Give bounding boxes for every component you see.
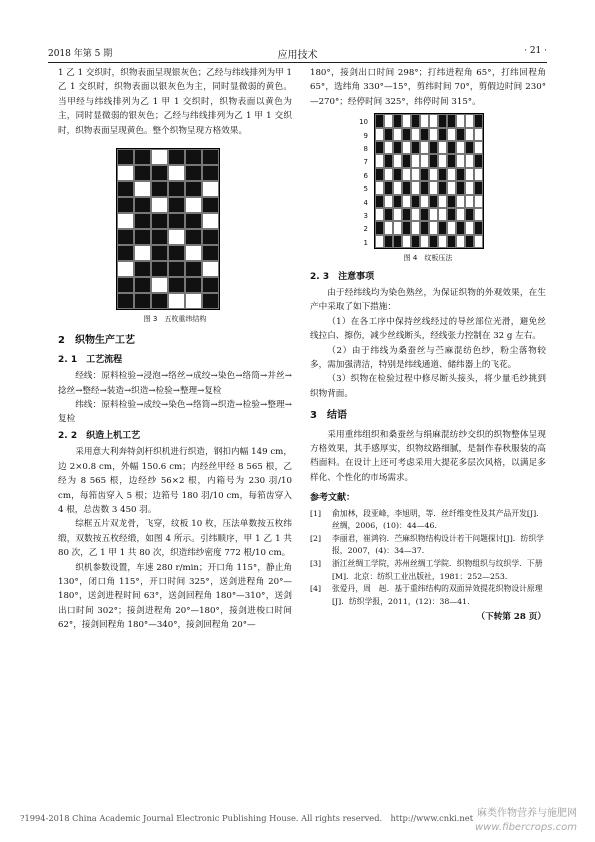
figure-4-cell bbox=[393, 195, 402, 208]
reference-item bbox=[310, 533, 546, 558]
process-weft: 纬线：原料检验→成绞→染色→络筒→织造→检验→整理→复检 bbox=[58, 400, 292, 425]
figure-3-cell bbox=[185, 181, 202, 197]
figure-4-cell bbox=[456, 141, 465, 154]
figure-4-cell bbox=[375, 221, 384, 234]
figure-4-cell bbox=[402, 181, 411, 194]
figure-3-cell bbox=[117, 197, 134, 213]
figure-3-cell bbox=[117, 165, 134, 181]
figure-3-caption: 图 3 五枚重纬结构 bbox=[143, 315, 207, 324]
figure-3-cell bbox=[202, 277, 219, 293]
figure-4-cell bbox=[375, 114, 384, 127]
figure-4-cell bbox=[474, 168, 483, 181]
figure-3-cell bbox=[202, 245, 219, 261]
figure-4-cell bbox=[474, 235, 483, 248]
figure-3-cell bbox=[202, 165, 219, 181]
figure-3-cell bbox=[151, 149, 168, 165]
figure-4-cell bbox=[465, 128, 474, 141]
figure-4-cell bbox=[393, 141, 402, 154]
figure-4-cell bbox=[429, 154, 438, 167]
figure-3-cell bbox=[202, 213, 219, 229]
figure-4-cell bbox=[420, 195, 429, 208]
figure-3-cell bbox=[185, 293, 202, 309]
figure-3-cell bbox=[202, 261, 219, 277]
figure-4-cell bbox=[474, 128, 483, 141]
figure-4-cell bbox=[429, 128, 438, 141]
notes-item-1: （1）在各工序中保持丝线经过的导丝部位光滑，避免丝线拉白、擦伤，减少丝线断头，经线张力控制在 32 g 左右。 bbox=[310, 316, 546, 342]
figure-4-cell bbox=[447, 181, 456, 194]
figure-4-cell bbox=[438, 208, 447, 221]
notes-item-2: （2）由于纬线为桑蚕丝与苎麻混纺色纱，粉尘落物较多，需加强清洁，特别是纬线通道、储纬器上的飞花。 bbox=[310, 345, 546, 370]
figure-4-cell bbox=[465, 114, 474, 127]
figure-3-cell bbox=[117, 261, 134, 277]
figure-4-cell bbox=[474, 141, 483, 154]
figure-3-cell bbox=[185, 261, 202, 277]
figure-4-cell bbox=[411, 114, 420, 127]
notes-item-3: （3）织物在检验过程中修尽断头接头，将少量毛纱挑到织物背面。 bbox=[310, 374, 546, 399]
figure-4-cell bbox=[375, 154, 384, 167]
figure-4-cell bbox=[384, 154, 393, 167]
figure-4-cell bbox=[384, 195, 393, 208]
figure-4-cell bbox=[375, 235, 384, 248]
page-header bbox=[48, 44, 547, 62]
figure-4-cell bbox=[465, 235, 474, 248]
reference-item bbox=[310, 558, 546, 583]
figure-4-cell bbox=[375, 128, 384, 141]
figure-3-cell bbox=[202, 229, 219, 245]
page-number: · 21 · bbox=[524, 46, 547, 56]
figure-4-cell bbox=[456, 114, 465, 127]
process-warp: 经线：原料检验→浸泡→络丝→成绞→染色→络筒→并丝→捻丝→整经→装造→织造→检验→整理→复检 bbox=[58, 371, 292, 396]
figure-4-cell bbox=[474, 195, 483, 208]
figure-3-cell bbox=[151, 261, 168, 277]
left-column bbox=[58, 66, 292, 633]
reference-text: 浙江丝绸工学院，苏州丝绸工学院．织物组织与纹织学．下册[M]．北京：纺织工业出版社，1981：252—253． bbox=[332, 559, 543, 581]
loom-paragraph-1: 采用意大利奔特剑杆织机进行织造，钢扣内幅 149 cm，边 2×0.8 cm，外幅 150.6 cm；内经丝甲经 8 565 根，乙经为 8 565 根，边经纱 56×2 根，内箱号为 230 羽/10 cm，每筘齿穿入 5 根；边筘号 180 羽/10 cm，每筘齿穿入 4 根，总齿数 3 450 羽。 bbox=[58, 447, 292, 515]
figure-4-cell bbox=[456, 154, 465, 167]
notes-intro: 由于经纬线均为染色熟丝，为保证织物的外观效果，在生产中采取了如下措施： bbox=[310, 287, 546, 313]
figure-4-cell bbox=[465, 221, 474, 234]
figure-3-cell bbox=[151, 245, 168, 261]
figure-4 bbox=[354, 113, 546, 249]
figure-4-cell bbox=[402, 154, 411, 167]
figure-4-cell bbox=[411, 168, 420, 181]
journal-section: 应用技术 bbox=[277, 50, 318, 61]
figure-3-cell bbox=[151, 181, 168, 197]
figure-4-cell bbox=[447, 141, 456, 154]
figure-3-cell bbox=[168, 229, 185, 245]
figure-4-row-label: 2 bbox=[363, 225, 368, 234]
figure-4-cell bbox=[420, 114, 429, 127]
figure-4-caption: 图 4 纹板压法 bbox=[403, 254, 453, 263]
figure-4-cell bbox=[420, 154, 429, 167]
figure-4-cell bbox=[384, 168, 393, 181]
copyright-footer: ?1994-2018 China Academic Journal Electronic Publishing House. All rights reserved. http://www.cnki.net bbox=[20, 813, 474, 823]
figure-4-cell bbox=[375, 195, 384, 208]
figure-4-cell bbox=[474, 208, 483, 221]
figure-4-cell bbox=[429, 235, 438, 248]
figure-3-cell bbox=[168, 149, 185, 165]
figure-4-cell bbox=[411, 235, 420, 248]
figure-4-grid bbox=[374, 113, 484, 249]
figure-3 bbox=[116, 148, 292, 310]
figure-4-cell bbox=[465, 181, 474, 194]
figure-3-cell bbox=[185, 149, 202, 165]
figure-4-cell bbox=[447, 128, 456, 141]
figure-4-cell bbox=[411, 221, 420, 234]
figure-3-cell bbox=[151, 197, 168, 213]
figure-4-cell bbox=[465, 154, 474, 167]
figure-3-cell bbox=[168, 197, 185, 213]
figure-4-cell bbox=[456, 168, 465, 181]
figure-4-cell bbox=[447, 221, 456, 234]
figure-4-cell bbox=[447, 114, 456, 127]
section-2-1-title: 2. 1 工艺流程 bbox=[58, 354, 123, 365]
figure-3-cell bbox=[202, 149, 219, 165]
figure-4-cell bbox=[402, 141, 411, 154]
figure-3-cell bbox=[151, 229, 168, 245]
figure-4-cell bbox=[474, 154, 483, 167]
figure-3-cell bbox=[168, 261, 185, 277]
loom-paragraph-3: 织机参数设置，车速 280 r/min；开口角 115°，静止角 130°，闭口角 115°，开口时间 325°，送剑进程角 20°—180°，送剑进程时间 63°，送剑回程角 180°—310°，送剑出口时间 302°；接剑进程角 20°—180°，接剑进梭口时间 62°，接剑回程角 180°—340°，接剑回程角 20°— bbox=[58, 562, 292, 631]
figure-4-cell bbox=[420, 168, 429, 181]
figure-4-cell bbox=[384, 181, 393, 194]
figure-4-cell bbox=[456, 221, 465, 234]
figure-4-cell bbox=[456, 235, 465, 248]
figure-3-cell bbox=[134, 149, 151, 165]
figure-4-cell bbox=[420, 181, 429, 194]
figure-4-cell bbox=[438, 154, 447, 167]
figure-4-cell bbox=[384, 128, 393, 141]
figure-4-cell bbox=[420, 141, 429, 154]
figure-4-cell bbox=[393, 154, 402, 167]
figure-3-cell bbox=[134, 229, 151, 245]
figure-4-row-label: 4 bbox=[363, 198, 368, 207]
figure-4-cell bbox=[402, 235, 411, 248]
figure-4-cell bbox=[465, 141, 474, 154]
figure-4-cell bbox=[393, 128, 402, 141]
figure-4-cell bbox=[447, 195, 456, 208]
figure-3-cell bbox=[151, 165, 168, 181]
intro-paragraph: 1 乙 1 交织时，织物表面呈现银灰色；乙经与纬线排列为甲 1 乙 1 交织时，织物表面以银灰色为主，同时显微弱的黄色。当甲经与纬线排列为乙 1 甲 1 交织时，织物表面以黄色为主，同时显微弱的银灰色；乙经与纬线排列为乙 1 甲 1 交织时，织物表面呈现黄色。整个织物呈现方格效果。 bbox=[58, 68, 292, 136]
figure-4-row-label: 9 bbox=[363, 131, 368, 140]
figure-4-cell bbox=[474, 181, 483, 194]
reference-text: 李丽君，崔鸿钧．苎麻织物结构设计若干问题探讨[J]．纺织学报，2007，(4)：34—37． bbox=[332, 533, 544, 556]
figure-4-cell bbox=[474, 114, 483, 127]
figure-4-cell bbox=[420, 235, 429, 248]
figure-4-cell bbox=[375, 181, 384, 194]
figure-3-cell bbox=[185, 245, 202, 261]
figure-3-cell bbox=[134, 245, 151, 261]
figure-3-cell bbox=[117, 181, 134, 197]
figure-4-cell bbox=[438, 168, 447, 181]
figure-4-cell bbox=[411, 141, 420, 154]
figure-4-cell bbox=[447, 235, 456, 248]
figure-4-cell bbox=[438, 221, 447, 234]
figure-4-cell bbox=[429, 221, 438, 234]
figure-3-cell bbox=[185, 165, 202, 181]
reference-list bbox=[310, 508, 546, 609]
figure-3-cell bbox=[117, 213, 134, 229]
figure-3-cell bbox=[202, 197, 219, 213]
figure-3-grid bbox=[116, 148, 220, 310]
figure-4-row-label: 1 bbox=[363, 238, 368, 247]
figure-3-cell bbox=[134, 213, 151, 229]
figure-4-cell bbox=[402, 114, 411, 127]
figure-4-cell bbox=[447, 168, 456, 181]
figure-3-cell bbox=[134, 293, 151, 309]
figure-4-cell bbox=[393, 168, 402, 181]
figure-4-cell bbox=[429, 141, 438, 154]
figure-4-row-label: 7 bbox=[363, 158, 368, 167]
continued-note: （下转第 28 页） bbox=[476, 612, 546, 623]
figure-4-cell bbox=[429, 181, 438, 194]
figure-4-cell bbox=[393, 114, 402, 127]
figure-4-cell bbox=[402, 221, 411, 234]
figure-4-cell bbox=[384, 141, 393, 154]
figure-4-cell bbox=[438, 114, 447, 127]
figure-4-cell bbox=[384, 114, 393, 127]
figure-4-cell bbox=[438, 181, 447, 194]
figure-4-row-label: 3 bbox=[363, 212, 368, 221]
figure-4-cell bbox=[438, 141, 447, 154]
figure-4-cell bbox=[411, 154, 420, 167]
figure-3-cell bbox=[168, 277, 185, 293]
references-title: 参考文献： bbox=[310, 493, 356, 504]
issue-label: 2018 年第 5 期 bbox=[48, 49, 113, 59]
figure-3-cell bbox=[185, 277, 202, 293]
loom-paragraph-2: 综框五片双龙骨，飞穿，纹板 10 枚，压法单数按五枚纬缎，双数按五枚经缎，如图 4 所示。引纬顺序，甲 1 乙 1 共 80 次，乙 1 甲 1 共 80 次，织造纬纱密度 772 根/10 cm。 bbox=[58, 519, 292, 559]
figure-4-cell bbox=[456, 195, 465, 208]
figure-4-cell bbox=[411, 208, 420, 221]
figure-4-cell bbox=[411, 195, 420, 208]
figure-3-cell bbox=[151, 213, 168, 229]
figure-3-cell bbox=[151, 293, 168, 309]
figure-3-cell bbox=[202, 181, 219, 197]
reference-text: 俞加林，段亚峰，李旭明，等．丝纤维变性及其产品开发[J]．丝绸，2006，(10)：44—46． bbox=[332, 508, 544, 531]
figure-3-cell bbox=[168, 165, 185, 181]
figure-4-cell bbox=[375, 141, 384, 154]
figure-4-cell bbox=[393, 208, 402, 221]
watermark-site-name: 麻类作物营养与施肥网 bbox=[477, 808, 577, 819]
figure-3-cell bbox=[117, 293, 134, 309]
figure-3-cell bbox=[117, 245, 134, 261]
figure-4-cell bbox=[393, 221, 402, 234]
figure-3-cell bbox=[185, 229, 202, 245]
figure-3-cell bbox=[168, 181, 185, 197]
figure-4-cell bbox=[384, 235, 393, 248]
figure-4-cell bbox=[384, 208, 393, 221]
figure-3-cell bbox=[134, 197, 151, 213]
section-2-2-title: 2. 2 织造上机工艺 bbox=[58, 430, 141, 441]
reference-number: [2] bbox=[310, 533, 322, 543]
figure-4-cell bbox=[456, 128, 465, 141]
figure-4-cell bbox=[384, 221, 393, 234]
figure-3-cell bbox=[117, 149, 134, 165]
figure-3-cell bbox=[168, 293, 185, 309]
loom-params-continued: 180°，接剑出口时间 298°；打纬进程角 65°，打纬回程角 65°，选纬角 330°—15°，剪纬时间 70°，剪假边时间 230°—270°；经停时间 325°，纬停时间 315°。 bbox=[310, 68, 546, 107]
section-2-title: 2 织物生产工艺 bbox=[58, 335, 135, 347]
figure-3-cell bbox=[134, 165, 151, 181]
figure-4-row-label: 8 bbox=[363, 145, 368, 154]
section-2-3-title: 2. 3 注意事项 bbox=[310, 271, 375, 282]
figure-4-cell bbox=[429, 208, 438, 221]
figure-4-cell bbox=[447, 154, 456, 167]
figure-4-cell bbox=[438, 195, 447, 208]
reference-text: 张爱丹，周 赳．基于重纬结构的双面异效提花织物设计原理[J]．纺织学报，2011，(12)：38—41． bbox=[332, 584, 543, 606]
figure-4-cell bbox=[474, 221, 483, 234]
figure-3-cell bbox=[134, 277, 151, 293]
figure-4-cell bbox=[429, 168, 438, 181]
watermark-url: www.fibercrops.com bbox=[475, 822, 577, 833]
figure-4-cell bbox=[375, 208, 384, 221]
figure-4-cell bbox=[438, 128, 447, 141]
reference-item bbox=[310, 508, 546, 533]
figure-4-cell bbox=[429, 114, 438, 127]
figure-4-cell bbox=[402, 208, 411, 221]
figure-4-row-label: 5 bbox=[363, 185, 368, 194]
figure-3-cell bbox=[117, 229, 134, 245]
figure-4-cell bbox=[375, 168, 384, 181]
conclusion-paragraph: 采用重纬组织和桑蚕丝与绢麻混纺纱交织的织物整体呈现方格效果，其手感厚实，织物纹路细腻，是制作春秋服装的高档面料。在设计上还可考虑采用大提花多层次风格，以满足多样化、个性化的市场需求。 bbox=[310, 429, 546, 483]
figure-4-cell bbox=[402, 195, 411, 208]
figure-3-cell bbox=[117, 277, 134, 293]
figure-4-cell bbox=[420, 208, 429, 221]
figure-4-cell bbox=[465, 195, 474, 208]
figure-4-cell bbox=[420, 221, 429, 234]
figure-4-cell bbox=[456, 208, 465, 221]
figure-4-row-label: 6 bbox=[363, 171, 368, 180]
figure-4-cell bbox=[456, 181, 465, 194]
reference-number: [4] bbox=[310, 584, 322, 594]
figure-3-cell bbox=[202, 293, 219, 309]
right-column bbox=[310, 66, 546, 625]
figure-4-cell bbox=[402, 168, 411, 181]
reference-item bbox=[310, 583, 546, 608]
figure-3-cell bbox=[151, 277, 168, 293]
figure-4-cell bbox=[402, 128, 411, 141]
figure-4-cell bbox=[411, 128, 420, 141]
figure-4-cell bbox=[393, 181, 402, 194]
figure-3-cell bbox=[168, 245, 185, 261]
figure-3-cell bbox=[185, 213, 202, 229]
figure-3-cell bbox=[134, 181, 151, 197]
reference-number: [1] bbox=[310, 508, 322, 518]
figure-4-cell bbox=[420, 128, 429, 141]
figure-4-row-label: 10 bbox=[359, 118, 368, 127]
figure-4-cell bbox=[465, 168, 474, 181]
figure-4-cell bbox=[411, 181, 420, 194]
figure-4-cell bbox=[429, 195, 438, 208]
reference-number: [3] bbox=[310, 559, 322, 568]
figure-4-cell bbox=[447, 208, 456, 221]
figure-4-cell bbox=[465, 208, 474, 221]
figure-4-cell bbox=[393, 235, 402, 248]
figure-4-cell bbox=[438, 235, 447, 248]
figure-3-cell bbox=[134, 261, 151, 277]
header-rule bbox=[48, 62, 547, 63]
figure-3-cell bbox=[168, 213, 185, 229]
section-3-title: 3 结语 bbox=[310, 410, 347, 422]
figure-3-cell bbox=[185, 197, 202, 213]
